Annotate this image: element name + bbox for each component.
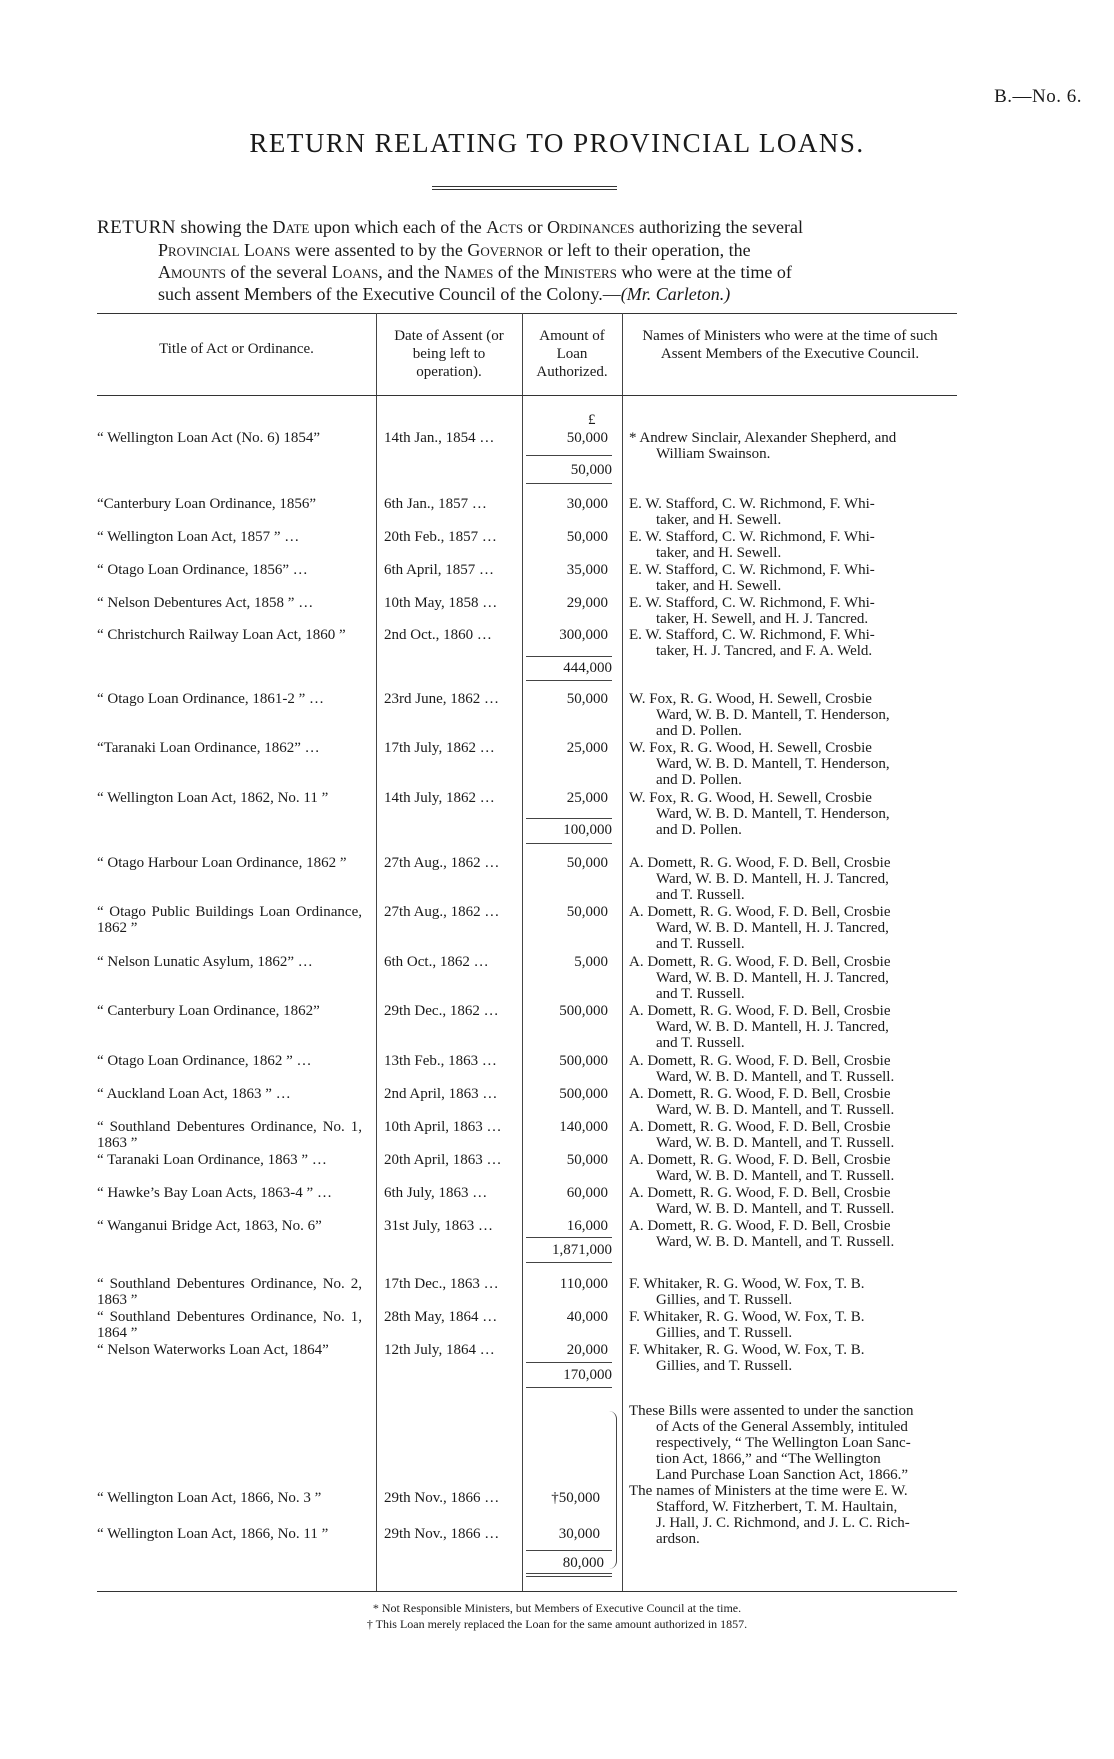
ministers-line: A. Domett, R. G. Wood, F. D. Bell, Crosbie — [629, 1185, 891, 1201]
brace — [606, 1411, 617, 1569]
assent-date: 27th Aug., 1862 … — [384, 855, 500, 871]
loan-amount: 60,000 — [566, 1185, 608, 1201]
footnote-star: * Not Responsible Ministers, but Members of Executive Council at the time. — [372, 1601, 742, 1615]
intro-text: or — [523, 217, 548, 237]
ministers-line: taker, and H. Sewell. — [656, 512, 782, 528]
ministers — [629, 529, 955, 561]
header-date-col: Date of Assent (or being left to operation). — [394, 328, 504, 380]
intro-ministers-word: Ministers — [543, 262, 617, 282]
intro-date-word: Date — [272, 217, 310, 237]
title-rule — [432, 186, 617, 190]
ministers — [629, 1152, 955, 1184]
ministers-line: and D. Pollen. — [656, 723, 742, 739]
intro-provincial-loans: Provincial Loans — [158, 240, 291, 260]
ministers-line: E. W. Stafford, C. W. Richmond, F. Whi- — [629, 496, 875, 512]
act-title: “ Southland Debentures Ordinance, No. 1, 1863 ” — [97, 1119, 362, 1151]
header-title-col: Title of Act or Ordinance. — [159, 341, 314, 357]
ministers-line: E. W. Stafford, C. W. Richmond, F. Whi- — [629, 595, 875, 611]
ministers — [629, 904, 955, 952]
ministers-line: Ward, W. B. D. Mantell, T. Henderson, — [656, 707, 890, 723]
ministers-line: Gillies, and T. Russell. — [656, 1292, 793, 1308]
assent-date: 20th April, 1863 … — [384, 1152, 502, 1168]
loan-amount: 300,000 — [559, 627, 608, 643]
act-title: “ Southland Debentures Ordinance, No. 2, 1863 ” — [97, 1276, 362, 1308]
ministers-line: A. Domett, R. G. Wood, F. D. Bell, Crosbie — [629, 1086, 891, 1102]
ministers — [629, 1053, 955, 1085]
act-title: “ Wellington Loan Act, 1862, No. 11 ” — [97, 790, 329, 806]
assent-date: 31st July, 1863 … — [384, 1218, 494, 1234]
ministers-line: and T. Russell. — [656, 936, 745, 952]
ministers-line: Ward, W. B. D. Mantell, T. Henderson, — [656, 806, 890, 822]
assent-date: 6th July, 1863 … — [384, 1185, 488, 1201]
intro-line-2 — [97, 239, 957, 261]
act-title: “ Canterbury Loan Ordinance, 1862” — [97, 1003, 320, 1019]
act-title: “Canterbury Loan Ordinance, 1856” — [97, 496, 317, 512]
act-title: “ Wellington Loan Act, 1866, No. 3 ” — [97, 1490, 322, 1506]
assent-date: 29th Nov., 1866 … — [384, 1526, 500, 1542]
note-line: Land Purchase Loan Sanction Act, 1866.” — [656, 1467, 909, 1483]
ministers — [629, 1119, 955, 1151]
subtotal: 80,000 — [562, 1555, 604, 1571]
ministers-line: E. W. Stafford, C. W. Richmond, F. Whi- — [629, 627, 875, 643]
assent-date: 13th Feb., 1863 … — [384, 1053, 497, 1069]
assent-date: 6th Jan., 1857 … — [384, 496, 487, 512]
ministers — [629, 1342, 955, 1374]
ministers-line: Ward, W. B. D. Mantell, H. J. Tancred, — [656, 920, 889, 936]
assent-date: 14th Jan., 1854 … — [384, 430, 495, 446]
currency-symbol: £ — [588, 412, 596, 428]
ministers — [629, 1276, 955, 1308]
ministers-line: W. Fox, R. G. Wood, H. Sewell, Crosbie — [629, 740, 872, 756]
ministers — [629, 790, 955, 838]
table-column-divider — [376, 313, 377, 1591]
intro-line-3 — [97, 261, 957, 283]
note-line: These Bills were assented to under the sanction — [629, 1403, 914, 1419]
ministers-line: F. Whitaker, R. G. Wood, W. Fox, T. B. — [629, 1276, 865, 1292]
loan-amount: 500,000 — [559, 1086, 608, 1102]
ministers — [629, 954, 955, 1002]
subtotal: 444,000 — [563, 660, 612, 676]
ministers-line: E. W. Stafford, C. W. Richmond, F. Whi- — [629, 562, 875, 578]
ministers-line: William Swainson. — [656, 446, 771, 462]
act-title: “ Nelson Debentures Act, 1858 ” … — [97, 595, 314, 611]
intro-amounts-word: Amounts — [158, 262, 226, 282]
intro-governor-word: Governor — [467, 240, 544, 260]
subtotal: 170,000 — [563, 1367, 612, 1383]
ministers-line: Gillies, and T. Russell. — [656, 1325, 793, 1341]
ministers-line: W. Fox, R. G. Wood, H. Sewell, Crosbie — [629, 790, 872, 806]
ministers-line: and D. Pollen. — [656, 772, 742, 788]
intro-text: such assent Members of the Executive Council of the Colony.— — [158, 284, 621, 304]
ministers-line: taker, H. J. Tancred, and F. A. Weld. — [656, 643, 873, 659]
intro-ordinances-word: Ordinances — [547, 217, 635, 237]
assent-date: 10th May, 1858 … — [384, 595, 498, 611]
assent-date: 23rd June, 1862 … — [384, 691, 499, 707]
loan-amount: 50,000 — [566, 529, 608, 545]
ministers — [629, 1309, 955, 1341]
subtotal: 50,000 — [570, 462, 612, 478]
ministers-line: Ward, W. B. D. Mantell, H. J. Tancred, — [656, 1019, 889, 1035]
loan-amount: 29,000 — [566, 595, 608, 611]
act-title: “ Wellington Loan Act (No. 6) 1854” — [97, 430, 321, 446]
loan-amount: 5,000 — [574, 954, 608, 970]
ministers — [629, 562, 955, 594]
subtotal-rule — [526, 818, 612, 819]
loan-amount: 50,000 — [566, 904, 608, 920]
loan-amount: 500,000 — [559, 1003, 608, 1019]
loan-amount: 35,000 — [566, 562, 608, 578]
intro-text: were assented to by the — [290, 240, 468, 260]
ministers — [629, 1218, 955, 1250]
act-title: “ Christchurch Railway Loan Act, 1860 ” — [97, 627, 346, 643]
ministers-line: and D. Pollen. — [656, 822, 742, 838]
ministers — [629, 855, 955, 903]
note-line: ardson. — [656, 1531, 700, 1547]
ministers-line: W. Fox, R. G. Wood, H. Sewell, Crosbie — [629, 691, 872, 707]
loan-amount: 50,000 — [566, 430, 608, 446]
loan-amount: 40,000 — [566, 1309, 608, 1325]
loan-amount: 50,000 — [566, 855, 608, 871]
assent-date: 17th Dec., 1863 … — [384, 1276, 499, 1292]
ministers — [629, 496, 955, 528]
subtotal-rule — [526, 1550, 612, 1551]
ministers — [629, 1003, 955, 1051]
act-title: “ Wellington Loan Act, 1857 ” … — [97, 529, 300, 545]
ministers-line: taker, and H. Sewell. — [656, 578, 782, 594]
ministers-line: A. Domett, R. G. Wood, F. D. Bell, Crosbie — [629, 1218, 891, 1234]
intro-loans-word: Loans — [331, 262, 379, 282]
table-header-rule — [97, 395, 957, 396]
intro-names-word: Names — [444, 262, 494, 282]
ministers-line: A. Domett, R. G. Wood, F. D. Bell, Crosbie — [629, 1003, 891, 1019]
ministers-line: Ward, W. B. D. Mantell, and T. Russell. — [656, 1069, 895, 1085]
subtotal-rule — [526, 843, 612, 844]
intro-lead: RETURN — [97, 217, 176, 238]
ministers-line: Ward, W. B. D. Mantell, and T. Russell. — [656, 1234, 895, 1250]
subtotal-rule — [526, 1387, 612, 1388]
ministers-line: A. Domett, R. G. Wood, F. D. Bell, Crosbie — [629, 1053, 891, 1069]
ministers-line: A. Domett, R. G. Wood, F. D. Bell, Crosbie — [629, 1119, 891, 1135]
loan-amount: 16,000 — [566, 1218, 608, 1234]
intro-text: who were at the time of — [616, 262, 792, 282]
intro-line-4 — [97, 283, 957, 305]
subtotal-rule — [526, 1262, 612, 1263]
subtotal-rule — [526, 656, 612, 657]
loan-amount: 30,000 — [558, 1526, 600, 1542]
intro-text: showing the — [176, 217, 273, 237]
note-line: The names of Ministers at the time were E. W. — [629, 1483, 908, 1499]
assent-date: 29th Nov., 1866 … — [384, 1490, 500, 1506]
intro-paragraph — [97, 216, 957, 305]
ministers-line: taker, H. Sewell, and H. J. Tancred. — [656, 611, 869, 627]
ministers — [629, 1185, 955, 1217]
assent-date: 6th April, 1857 … — [384, 562, 495, 578]
assent-date: 2nd Oct., 1860 … — [384, 627, 492, 643]
act-title: “Taranaki Loan Ordinance, 1862” … — [97, 740, 320, 756]
loan-amount: 500,000 — [559, 1053, 608, 1069]
loan-amount: 25,000 — [566, 740, 608, 756]
ministers-line: and T. Russell. — [656, 887, 745, 903]
act-title: “ Otago Harbour Loan Ordinance, 1862 ” — [97, 855, 347, 871]
assent-date: 27th Aug., 1862 … — [384, 904, 500, 920]
assent-date: 17th July, 1862 … — [384, 740, 495, 756]
subtotal: 1,871,000 — [552, 1242, 612, 1258]
act-title: “ Otago Public Buildings Loan Ordinance, 1862 ” — [97, 904, 362, 936]
act-title: “ Nelson Waterworks Loan Act, 1864” — [97, 1342, 329, 1358]
subtotal-rule — [526, 1237, 612, 1238]
table-column-divider — [522, 313, 523, 1591]
act-title: “ Auckland Loan Act, 1863 ” … — [97, 1086, 291, 1102]
act-title: “ Otago Loan Ordinance, 1856” … — [97, 562, 308, 578]
intro-mover: (Mr. Carleton.) — [620, 284, 731, 304]
intro-text: or left to their operation, the — [543, 240, 751, 260]
ministers — [629, 595, 955, 627]
act-title: “ Wellington Loan Act, 1866, No. 11 ” — [97, 1526, 329, 1542]
intro-text: of the — [493, 262, 544, 282]
ministers-line: A. Domett, R. G. Wood, F. D. Bell, Crosbie — [629, 954, 891, 970]
ministers-line: A. Domett, R. G. Wood, F. D. Bell, Crosbie — [629, 1152, 891, 1168]
header-names-col: Names of Ministers who were at the time of such Assent Members of the Executive Council. — [642, 328, 938, 362]
ministers-line: F. Whitaker, R. G. Wood, W. Fox, T. B. — [629, 1342, 865, 1358]
ministers-line: F. Whitaker, R. G. Wood, W. Fox, T. B. — [629, 1309, 865, 1325]
header-amount-col: Amount of Loan Authorized. — [536, 328, 608, 380]
note-line: J. Hall, J. C. Richmond, and J. L. C. Rich- — [656, 1515, 910, 1531]
note-line: Stafford, W. Fitzherbert, T. M. Haultain, — [656, 1499, 898, 1515]
assent-date: 2nd April, 1863 … — [384, 1086, 498, 1102]
ministers-line: Ward, W. B. D. Mantell, H. J. Tancred, — [656, 871, 889, 887]
ministers — [629, 627, 955, 659]
act-title: “ Southland Debentures Ordinance, No. 1, 1864 ” — [97, 1309, 362, 1341]
note-line: of Acts of the General Assembly, intituled — [656, 1419, 908, 1435]
ministers-line: Ward, W. B. D. Mantell, and T. Russell. — [656, 1201, 895, 1217]
ministers — [629, 691, 955, 739]
table-bottom-rule — [97, 1591, 957, 1592]
page-reference: B.—No. 6. — [994, 86, 1082, 107]
loan-amount: 50,000 — [566, 1152, 608, 1168]
loan-amount: 20,000 — [566, 1342, 608, 1358]
act-title: “ Hawke’s Bay Loan Acts, 1863-4 ” … — [97, 1185, 332, 1201]
assent-date: 12th July, 1864 … — [384, 1342, 495, 1358]
subtotal-rule — [526, 680, 612, 681]
assent-date: 29th Dec., 1862 … — [384, 1003, 499, 1019]
ministers-line: taker, and H. Sewell. — [656, 545, 782, 561]
table-column-divider — [622, 313, 623, 1591]
assent-date: 10th April, 1863 … — [384, 1119, 502, 1135]
assent-date: 14th July, 1862 … — [384, 790, 495, 806]
subtotal: 100,000 — [563, 822, 612, 838]
subtotal-rule — [526, 1362, 612, 1363]
assent-date: 6th Oct., 1862 … — [384, 954, 489, 970]
note-line: tion Act, 1866,” and “The Wellington — [656, 1451, 881, 1467]
assent-date: 20th Feb., 1857 … — [384, 529, 497, 545]
ministers — [629, 1086, 955, 1118]
note-1866 — [629, 1403, 955, 1547]
act-title: “ Wanganui Bridge Act, 1863, No. 6” — [97, 1218, 322, 1234]
loan-amount: 30,000 — [566, 496, 608, 512]
ministers — [629, 740, 955, 788]
assent-date: 28th May, 1864 … — [384, 1309, 498, 1325]
intro-text: , and the — [378, 262, 445, 282]
ministers-line: Ward, W. B. D. Mantell, H. J. Tancred, — [656, 970, 889, 986]
act-title: “ Otago Loan Ordinance, 1861-2 ” … — [97, 691, 325, 707]
intro-acts-word: Acts — [486, 217, 524, 237]
ministers-line: Gillies, and T. Russell. — [656, 1358, 793, 1374]
subtotal-rule — [526, 455, 612, 456]
intro-text: authorizing the several — [634, 217, 803, 237]
ministers-line: Ward, W. B. D. Mantell, T. Henderson, — [656, 756, 890, 772]
footnote-dagger: † This Loan merely replaced the Loan for the same amount authorized in 1857. — [366, 1617, 748, 1631]
note-line: respectively, “ The Wellington Loan Sanc- — [656, 1435, 911, 1451]
ministers-line: Ward, W. B. D. Mantell, and T. Russell. — [656, 1135, 895, 1151]
ministers-line: Ward, W. B. D. Mantell, and T. Russell. — [656, 1168, 895, 1184]
loan-amount: 50,000 — [566, 691, 608, 707]
ministers-line: and T. Russell. — [656, 986, 745, 1002]
loan-amount: †50,000 — [551, 1490, 600, 1506]
ministers-line: and T. Russell. — [656, 1035, 745, 1051]
ministers-line: A. Domett, R. G. Wood, F. D. Bell, Crosbie — [629, 904, 891, 920]
intro-text: upon which each of the — [309, 217, 487, 237]
ministers-line: Ward, W. B. D. Mantell, and T. Russell. — [656, 1102, 895, 1118]
table-top-rule — [97, 313, 957, 314]
loan-amount: 25,000 — [566, 790, 608, 806]
act-title: “ Nelson Lunatic Asylum, 1862” … — [97, 954, 313, 970]
ministers-line: A. Domett, R. G. Wood, F. D. Bell, Crosbie — [629, 855, 891, 871]
act-title: “ Otago Loan Ordinance, 1862 ” … — [97, 1053, 312, 1069]
subtotal-double-rule — [526, 1573, 612, 1577]
ministers-line: * Andrew Sinclair, Alexander Shepherd, and — [629, 430, 897, 446]
subtotal-rule — [526, 483, 612, 484]
page-title: RETURN RELATING TO PROVINCIAL LOANS. — [249, 128, 865, 158]
intro-text: of the several — [225, 262, 332, 282]
loan-amount: 110,000 — [559, 1276, 608, 1292]
loan-amount: 140,000 — [559, 1119, 608, 1135]
ministers-line: E. W. Stafford, C. W. Richmond, F. Whi- — [629, 529, 875, 545]
ministers — [629, 430, 955, 462]
act-title: “ Taranaki Loan Ordinance, 1863 ” … — [97, 1152, 327, 1168]
